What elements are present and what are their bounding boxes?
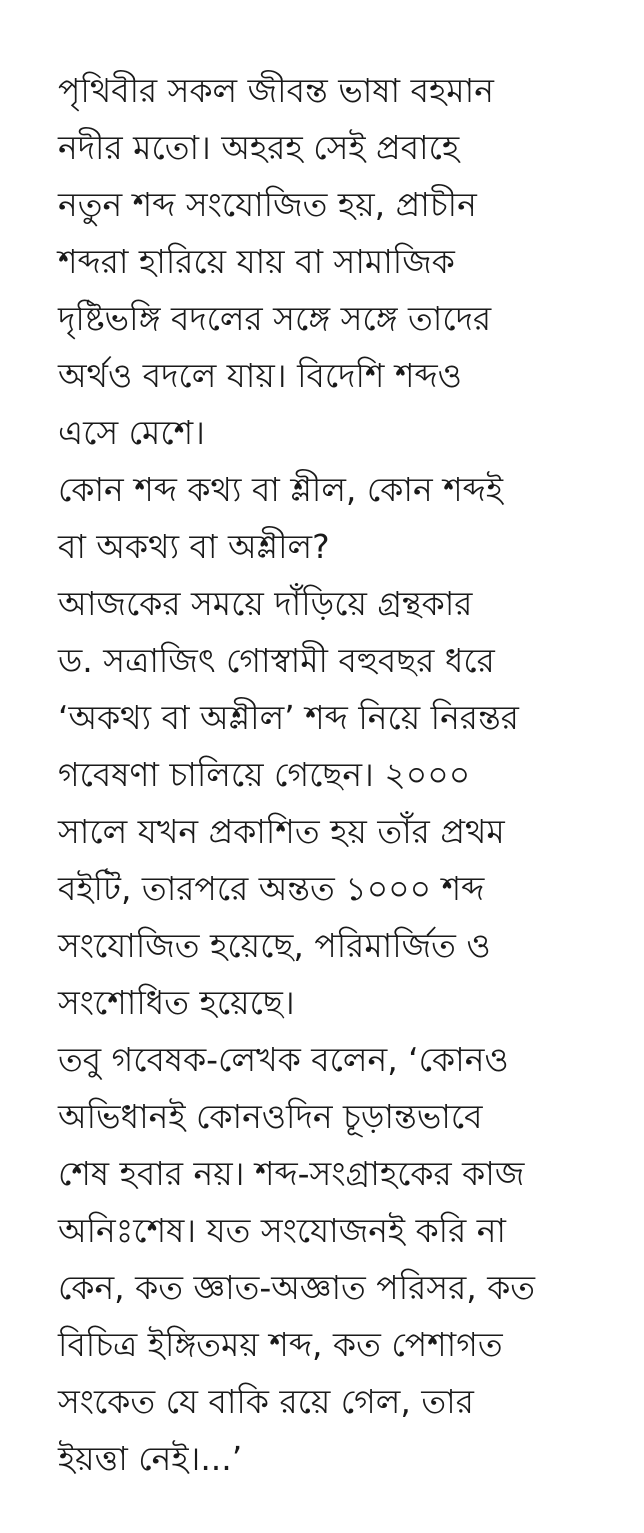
text-line: অর্থও বদলে যায়। বিদেশি শব্দও <box>58 356 462 395</box>
text-line: অভিধানই কোনওদিন চূড়ান্তভাবে <box>58 1097 483 1136</box>
paragraph-3 <box>58 575 598 1031</box>
text-line: কোন শব্দ কথ্য বা শ্লীল, কোন শব্দই <box>58 470 504 509</box>
paragraph-2 <box>58 461 598 575</box>
text-line: শব্দরা হারিয়ে যায় বা সামাজিক <box>58 242 455 281</box>
text-line: সংশোধিত হয়েছে। <box>58 983 295 1022</box>
text-line: বা অকথ্য বা অশ্লীল? <box>58 527 330 566</box>
text-line: নদীর মতো। অহরহ সেই প্রবাহে <box>58 128 460 167</box>
text-line: সংযোজিত হয়েছে, পরিমার্জিত ও <box>58 926 491 965</box>
text-line: সংকেত যে বাকি রয়ে গেল, তার <box>58 1382 474 1421</box>
text-line: অনিঃশেষ। যত সংযোজনই করি না <box>58 1211 507 1250</box>
text-line: আজকের সময়ে দাঁড়িয়ে গ্রন্থকার <box>58 584 473 623</box>
text-line: ড. সত্রাজিৎ গোস্বামী বহুবছর ধরে <box>58 641 495 680</box>
text-line: সালে যখন প্রকাশিত হয় তাঁর প্রথম <box>58 812 505 851</box>
paragraph-1 <box>58 62 598 461</box>
paragraph-4 <box>58 1031 598 1487</box>
text-line: নতুন শব্দ সংযোজিত হয়, প্রাচীন <box>58 185 477 224</box>
text-line: কেন, কত জ্ঞাত-অজ্ঞাত পরিসর, কত <box>58 1268 536 1307</box>
text-line: শেষ হবার নয়। শব্দ-সংগ্রাহকের কাজ <box>58 1154 525 1193</box>
text-line: ‘অকথ্য বা অশ্লীল’ শব্দ নিয়ে নিরন্তর <box>58 698 519 737</box>
text-line: এসে মেশে। <box>58 413 205 452</box>
text-line: তবু গবেষক-লেখক বলেন, ‘কোনও <box>58 1040 509 1079</box>
blurb-text <box>58 62 598 1487</box>
text-line: দৃষ্টিভঙ্গি বদলের সঙ্গে সঙ্গে তাদের <box>58 299 492 338</box>
text-line: বিচিত্র ইঙ্গিতময় শব্দ, কত পেশাগত <box>58 1325 503 1364</box>
text-line: ইয়ত্তা নেই।...’ <box>58 1439 243 1478</box>
text-line: পৃথিবীর সকল জীবন্ত ভাষা বহমান <box>58 71 494 110</box>
text-line: বইটি, তারপরে অন্তত ১০০০ শব্দ <box>58 869 485 908</box>
text-line: গবেষণা চালিয়ে গেছেন। ২০০০ <box>58 755 471 794</box>
